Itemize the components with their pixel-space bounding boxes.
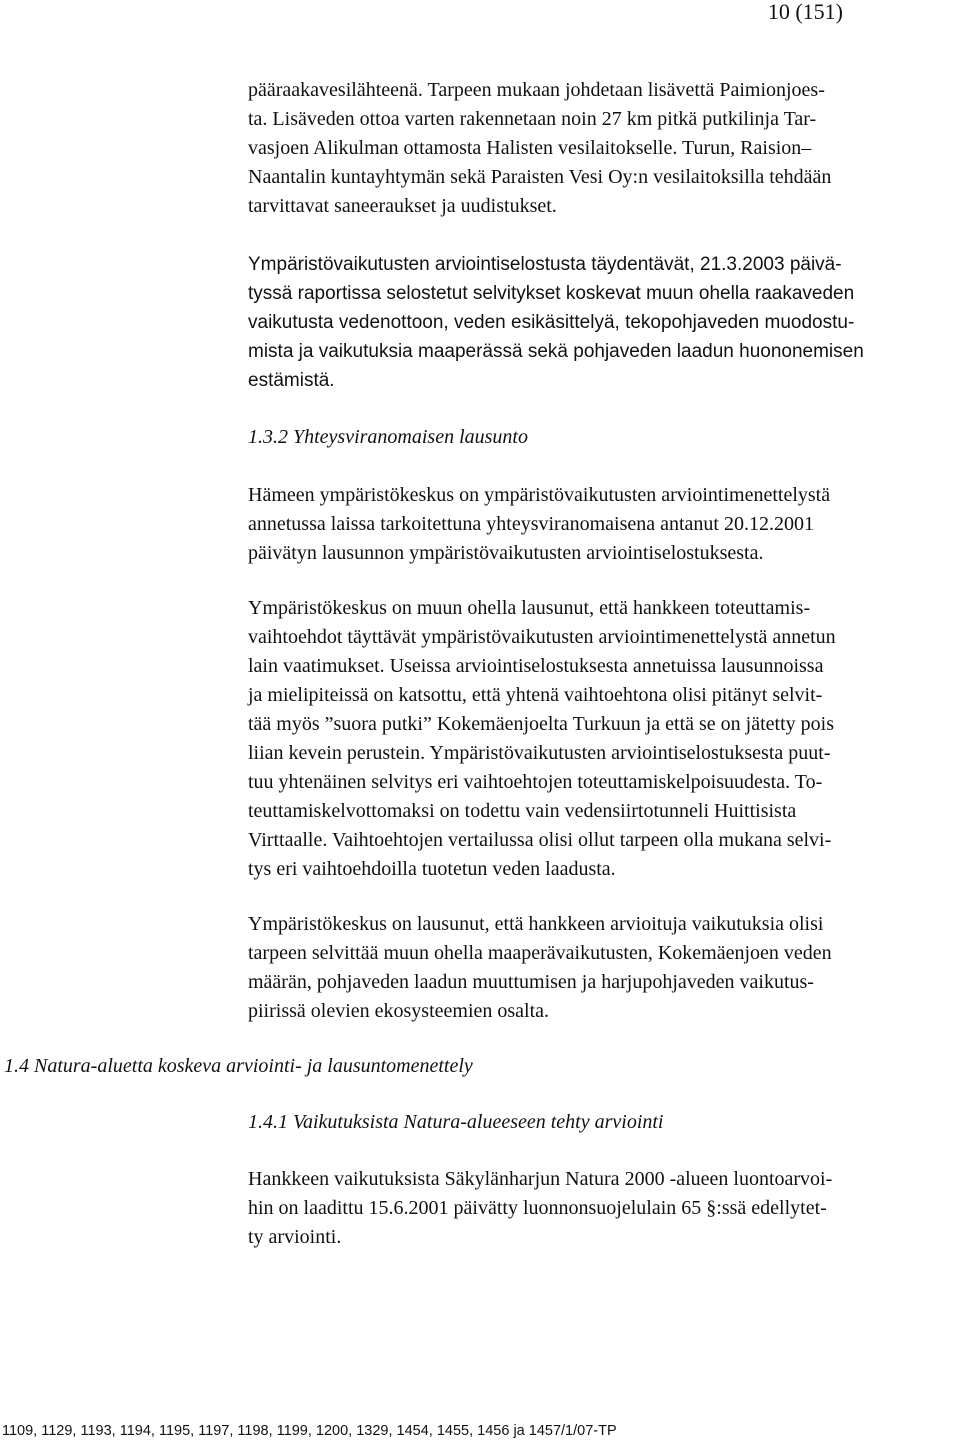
text-line: Ympäristökeskus on muun ohella lausunut, että hankkeen toteuttamis- xyxy=(248,597,811,619)
text-line: vaihtoehdot täyttävät ympäristövaikutusten arviointimenettelystä annetun xyxy=(248,626,836,648)
page-number: 10 (151) xyxy=(767,0,843,24)
paragraph-alternatives-assessment xyxy=(248,594,960,884)
text-line: ja mielipiteissä on katsottu, että yhtenä vaihtoehtona olisi pitänyt selvit- xyxy=(248,684,823,706)
text-line: annetussa laissa tarkoitettuna yhteysviranomaisena antanut 20.12.2001 xyxy=(248,513,814,535)
text-line: pääraakavesilähteenä. Tarpeen mukaan johdetaan lisävettä Paimionjoes- xyxy=(248,79,825,101)
section-heading-1-3-2: 1.3.2 Yhteysviranomaisen lausunto xyxy=(248,426,528,448)
text-line: ty arviointi. xyxy=(248,1226,342,1248)
text-line: tarvittavat saneeraukset ja uudistukset. xyxy=(248,195,557,217)
text-line: ta. Lisäveden ottoa varten rakennetaan noin 27 km pitkä putkilinja Tar- xyxy=(248,108,817,130)
text-line: estämistä. xyxy=(248,370,335,391)
section-heading-1-4: 1.4 Natura-aluetta koskeva arviointi- ja lausuntomenettely xyxy=(4,1055,473,1077)
text-line: tarpeen selvittää muun ohella maaperävaikutusten, Kokemäenjoen veden xyxy=(248,942,832,964)
text-line: hin on laadittu 15.6.2001 päivätty luonnonsuojelulain 65 §:ssä edellytet- xyxy=(248,1197,827,1219)
text-line: tys eri vaihtoehdoilla tuotetun veden laadusta. xyxy=(248,858,616,880)
text-line: Ympäristövaikutusten arviointiselostusta täydentävät, 21.3.2003 päivä- xyxy=(248,254,842,275)
text-line: tyssä raportissa selostetut selvitykset koskevat muun ohella raakaveden xyxy=(248,283,855,304)
section-heading-1-4-1: 1.4.1 Vaikutuksista Natura-alueeseen tehty arviointi xyxy=(248,1111,664,1133)
text-line: piirissä olevien ekosysteemien osalta. xyxy=(248,1000,550,1022)
text-line: Hankkeen vaikutuksista Säkylänharjun Natura 2000 -alueen luontoarvoi- xyxy=(248,1168,833,1190)
text-line: Hämeen ympäristökeskus on ympäristövaikutusten arviointimenettelystä xyxy=(248,484,831,506)
text-line: Virttaalle. Vaihtoehtojen vertailussa olisi ollut tarpeen olla mukana selvi- xyxy=(248,829,832,851)
text-line: vaikutusta vedenottoon, veden esikäsittelyä, tekopohjaveden muodostu- xyxy=(248,312,855,333)
paragraph-natura-assessment xyxy=(248,1165,960,1252)
paragraph-impacts-to-clarify xyxy=(248,910,960,1026)
text-line: liian kevein perustein. Ympäristövaikutusten arviointiselostuksesta puut- xyxy=(248,742,831,764)
paragraph-assessment-supplement xyxy=(248,250,960,395)
text-line: Naantalin kuntayhtymän sekä Paraisten Vesi Oy:n vesilaitoksilla tehdään xyxy=(248,166,832,188)
paragraph-raw-water-source xyxy=(248,76,960,221)
text-line: Ympäristökeskus on lausunut, että hankkeen arvioituja vaikutuksia olisi xyxy=(248,913,824,935)
text-line: määrän, pohjaveden laadun muuttumisen ja harjupohjaveden vaikutus- xyxy=(248,971,814,993)
paragraph-liaison-authority-statement xyxy=(248,481,960,568)
text-line: tuu yhtenäinen selvitys eri vaihtoehtojen toteuttamiskelpoisuudesta. To- xyxy=(248,771,823,793)
text-line: teuttamiskelvottomaksi on todettu vain vedensiirtotunneli Huittisista xyxy=(248,800,797,822)
footer-case-numbers: 1109, 1129, 1193, 1194, 1195, 1197, 1198, 1199, 1200, 1329, 1454, 1455, 1456 ja 1457/1/07-TP xyxy=(2,1423,617,1439)
text-line: lain vaatimukset. Useissa arviointiselostuksesta annetuissa lausunnoissa xyxy=(248,655,824,677)
text-line: tää myös ”suora putki” Kokemäenjoelta Turkuun ja että se on jätetty pois xyxy=(248,713,834,735)
text-line: päivätyn lausunnon ympäristövaikutusten arviointiselostuksesta. xyxy=(248,542,764,564)
text-line: mista ja vaikutuksia maaperässä sekä pohjaveden laadun huononemisen xyxy=(248,341,864,362)
text-line: vasjoen Alikulman ottamosta Halisten vesilaitokselle. Turun, Raision– xyxy=(248,137,812,159)
